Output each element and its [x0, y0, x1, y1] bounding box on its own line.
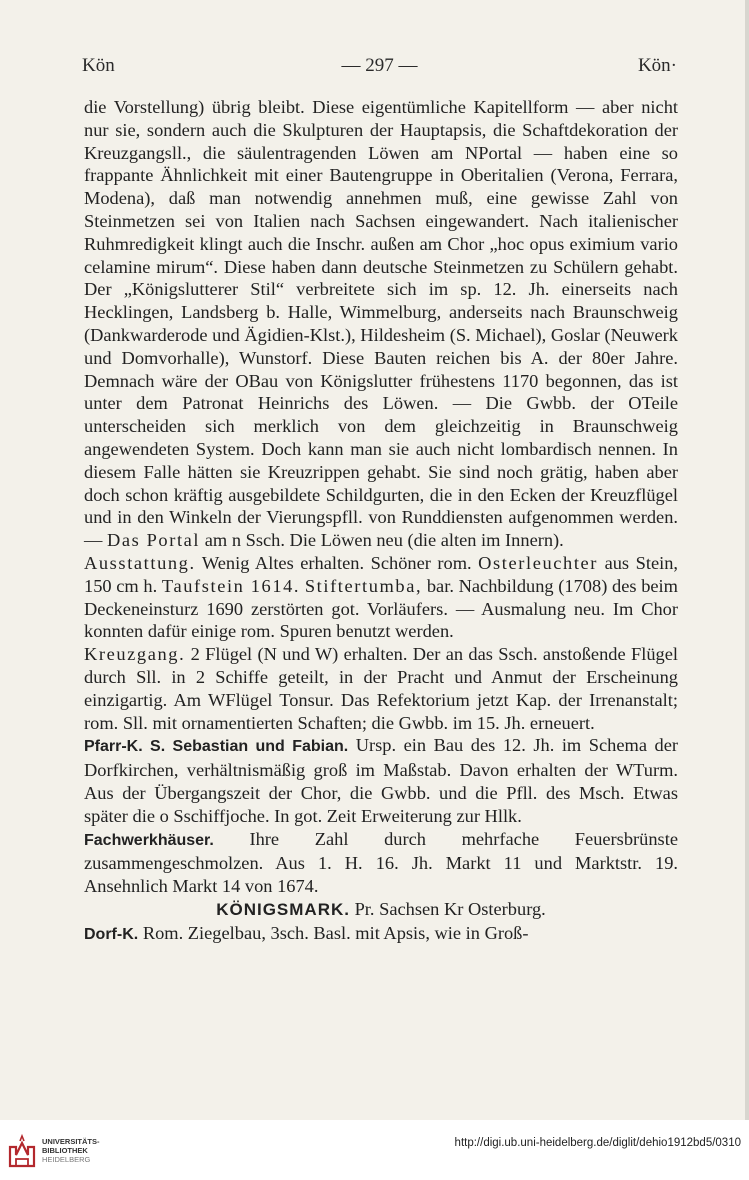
- paragraph-koenigslutter-style: die Vorstellung) übrig bleibt. Diese eigentümliche Kapitellform — aber nicht nur sie, sondern auch die Skulpturen der Hauptapsis, die Schaftdekoration der Kreuzgangsll., die säulentragenden Löwen am NPortal — haben eine so frappante Ähnlichkeit mit einer Bautengruppe in Oberitalien (Verona, Ferrara, Modena), daß man notwendig annehmen muß, eine gewisse Zahl von Steinmetzen sei von Italien nach Sachsen eingewandert. Nach italienischer Ruhmredigkeit klingt auch die Inschr. außen am Chor „hoc opus eximium vario celamine mirum“. Diese haben dann deutsche Steinmetzen zu Schülern gehabt. Der „Königslutterer Stil“ verbreitete sich im sp. 12. Jh. einerseits nach Hecklingen, Landsberg b. Halle, Wimmelburg, anderseits nach Braunschweig (Dankwarderode und Ägidien-Klst.), Hildesheim (S. Michael), Goslar (Neuwerk und Domvorhalle), Wunstorf. Diese Bauten reichen bis A. der 80er Jahre. Demnach wäre der OBau von Königslutter frühestens 1170 begonnen, das ist unter dem Patronat Heinrichs des Löwen. — Die Gwbb. der OTeile unterscheiden sich merklich von dem gleichzeitig in Braunschweig angewendeten System. Doch kann man sie auch nicht lombardisch nennen. In diesem Falle hätten sie Kreuzrippen gehabt. Sie sind noch grätig, haben aber doch schon kräftig ausgebildete Schildgurten, die in den Ecken der Kreuzflügel und in den Winkeln der Vierungspfll. von Runddiensten aufgenommen werden. — Das Portal am n Ssch. Die Löwen neu (die alten im Innern).: [84, 97, 678, 551]
- library-name: UNIVERSITÄTS- BIBLIOTHEK HEIDELBERG: [42, 1137, 100, 1164]
- header-left-keyword: Kön: [82, 55, 115, 76]
- koenigsmark-heading: KÖNIGSMARK.: [216, 899, 350, 919]
- paragraph-pfarrkirche: Pfarr-K. S. Sebastian und Fabian. Ursp. ein Bau des 12. Jh. im Schema der Dorfkirchen, verhältnismäßig groß im Maßstab. Davon erhalten der WTurm. Aus der Übergangszeit der Chor, die Gwbb. und die Pfll. des Msch. Etwas später die o Sschiffjoche. In got. Zeit Erweiterung zur Hllk.: [84, 735, 678, 826]
- paragraph-dorfkirche: Dorf-K. Rom. Ziegelbau, 3sch. Basl. mit Apsis, wie in Groß-: [84, 922, 529, 943]
- page-edge-shadow: [745, 0, 749, 1120]
- ausstattung-label: Ausstattung.: [84, 552, 196, 573]
- source-url-link[interactable]: http://digi.ub.uni-heidelberg.de/diglit/dehio1912bd5/0310: [454, 1137, 741, 1149]
- paragraph-fachwerkhaeuser: Fachwerkhäuser. Ihre Zahl durch mehrfache Feuersbrünste zusammengeschmolzen. Aus 1. H. 16. Jh. Markt 11 und Marktstr. 19. Ansehnlich Markt 14 von 1674.: [84, 828, 678, 897]
- stiftertumba-label: Stiftertumba,: [304, 575, 423, 596]
- paragraph-ausstattung: Ausstattung. Wenig Altes erhalten. Schöner rom. Osterleuchter aus Stein, 150 cm h. Taufstein 1614. Stiftertumba, bar. Nachbildung (1708) des beim Deckeneinsturz 1690 zerstörten got. Vorläufers. — Ausmalung neu. Im Chor konnten dafür einige rom. Spuren benutzt werden.: [84, 552, 679, 642]
- taufstein-label: Taufstein 1614.: [161, 575, 301, 596]
- footer-bar: [0, 1120, 749, 1180]
- fachwerkhaeuser-heading: Fachwerkhäuser.: [84, 831, 214, 849]
- paragraph-kreuzgang: Kreuzgang. 2 Flügel (N und W) erhalten. Der an das Ssch. anstoßende Flügel durch Sll. in 2 Schiffe geteilt, in der Pracht und Anmut der Erscheinung einzigartig. Am WFlügel Tonsur. Das Refektorium jetzt Kap. der Irrenanstalt; rom. Sll. mit ornamentierten Schaften; die Gwbb. im 15. Jh. erneuert.: [84, 644, 678, 733]
- kreuzgang-label: Kreuzgang.: [84, 644, 186, 665]
- paragraph-koenigsmark: KÖNIGSMARK. Pr. Sachsen Kr Osterburg.: [216, 898, 546, 919]
- dorfkirche-heading: Dorf-K.: [84, 925, 139, 943]
- header-right-keyword: Kön·: [637, 55, 677, 76]
- body-text: [84, 96, 678, 946]
- page-header: [82, 55, 677, 81]
- osterleuchter-label: Osterleuchter: [478, 552, 599, 573]
- pfarrkirche-heading: Pfarr-K. S. Sebastian und Fabian.: [84, 738, 349, 756]
- heidelberg-library-logo-icon: [6, 1133, 38, 1169]
- portal-label: Das Portal: [107, 530, 201, 551]
- page-number: — 297 —: [341, 55, 418, 76]
